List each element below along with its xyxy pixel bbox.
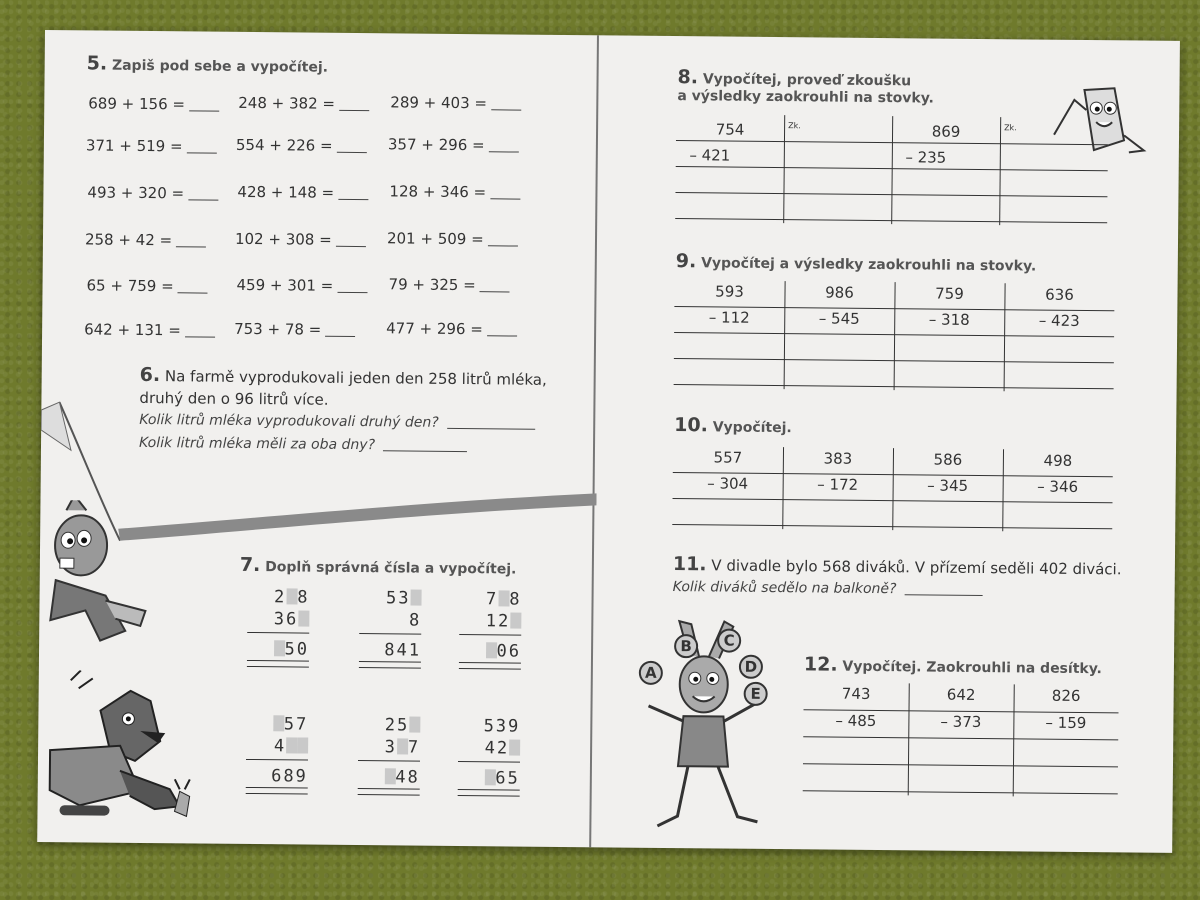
ex12-title: Vypočítej. Zaokrouhli na desítky. xyxy=(842,658,1102,678)
ex5-expression: 689 + 156 = xyxy=(88,94,219,113)
ex10-minuend: 498 xyxy=(1043,451,1073,470)
ex11-q-text: Kolik diváků sedělo na balkoně? xyxy=(672,579,897,598)
ex8-heading xyxy=(677,66,911,90)
juggle-letter: B xyxy=(674,634,698,658)
ex11-number: 11. xyxy=(672,553,707,576)
ex5-expression: 642 + 131 = xyxy=(84,320,215,339)
ex10-subtrahend: – 304 xyxy=(707,474,749,493)
ex10-number: 10. xyxy=(674,414,709,437)
ex5-answer-line[interactable] xyxy=(489,150,519,152)
ex7-missing-digit-box[interactable] xyxy=(273,640,284,656)
ex7-addend: 53 xyxy=(359,588,421,609)
ex7-addend: 36 xyxy=(247,609,309,630)
juggle-letter: A xyxy=(639,661,663,685)
ex10-minuend: 557 xyxy=(713,448,743,467)
ex7-double-line xyxy=(359,661,421,669)
ex5-expression: 102 + 308 = xyxy=(235,230,366,249)
ex6-text1: Na farmě vyprodukovali jeden den 258 litrů mléka, xyxy=(164,367,547,389)
ex8-check-label: Zk. xyxy=(1004,123,1017,133)
ex5-answer-line[interactable] xyxy=(487,334,517,336)
ex12-minuend: 642 xyxy=(946,685,976,704)
ex5-answer-line[interactable] xyxy=(490,197,520,199)
ex7-addend: 57 xyxy=(246,714,308,735)
ex7-addend: 25 xyxy=(358,715,420,736)
ex7-sum-line xyxy=(459,634,521,636)
ex7-columns xyxy=(45,30,1180,41)
ex7-addend: 12 xyxy=(459,611,521,632)
ex9-subtrahend: – 545 xyxy=(818,309,860,328)
ex7-addend: 4 xyxy=(246,736,308,757)
ex7-sum-line xyxy=(358,760,420,762)
ex12-subtrahend: – 159 xyxy=(1045,713,1087,733)
ex9-subtrahend: – 423 xyxy=(1038,311,1080,330)
ex7-sum-line xyxy=(246,759,308,761)
ex11-text: V divadle bylo 568 diváků. V přízemí seděli 402 diváci. xyxy=(711,556,1122,579)
ex12-number: 12. xyxy=(803,653,838,676)
ex7-missing-digit-box[interactable] xyxy=(286,588,297,604)
ex7-missing-digit-box[interactable] xyxy=(384,768,395,784)
ex7-double-line xyxy=(459,662,521,670)
ex5-expression: 201 + 509 = xyxy=(387,229,518,248)
ex11-answer-line[interactable] xyxy=(905,593,983,596)
ex5-expression: 554 + 226 = xyxy=(236,136,367,155)
worksheet-page xyxy=(37,30,1180,853)
ex12-subtrahend: – 485 xyxy=(835,711,877,731)
juggling-rabbit-illustration xyxy=(627,616,779,837)
ex9-title: Vypočítej a výsledky zaokrouhli na stovky. xyxy=(701,255,1037,275)
rabbit-illustration xyxy=(45,500,166,651)
ex10-minuend: 383 xyxy=(823,449,853,468)
ex9-subtrahend: – 318 xyxy=(928,310,970,329)
wolf-illustration xyxy=(39,670,221,832)
ex7-sum-line xyxy=(359,633,421,635)
ex10-title: Vypočítej. xyxy=(712,419,792,437)
ex7-addend: 7 8 xyxy=(485,589,522,610)
ex7-double-line xyxy=(246,787,308,795)
ex11-question xyxy=(673,579,983,598)
ex5-answer-line[interactable] xyxy=(337,291,367,293)
ex10-heading xyxy=(674,414,792,437)
ex11-line1 xyxy=(673,553,1122,579)
ex6-line2: druhý den o 96 litrů více. xyxy=(139,388,329,409)
ex5-expression: 128 + 346 = xyxy=(389,182,520,201)
ex7-sum-line xyxy=(458,761,520,763)
ex5-answer-line[interactable] xyxy=(185,335,215,337)
ex12-table xyxy=(45,30,1180,41)
ex7-missing-digit-box[interactable] xyxy=(286,737,297,753)
ex6-number: 6. xyxy=(139,363,161,387)
ex10-subtrahend: – 346 xyxy=(1037,477,1079,496)
ex5-expression: 357 + 296 = xyxy=(388,135,519,154)
ex7-result: 50 xyxy=(247,639,309,660)
ex5-expression: 371 + 519 = xyxy=(86,136,217,155)
ex6-line1 xyxy=(140,364,547,390)
ex8-minuend: 754 xyxy=(715,120,745,139)
ex5-answer-line[interactable] xyxy=(336,245,366,247)
juggle-letter: D xyxy=(739,655,763,679)
ex5-answer-line[interactable] xyxy=(325,335,355,337)
ex9-minuend: 986 xyxy=(825,283,854,302)
ex5-answer-line[interactable] xyxy=(337,151,367,153)
ex5-answer-line[interactable] xyxy=(488,244,518,246)
ex7-addend: 2 8 xyxy=(273,587,310,608)
ex7-result: 841 xyxy=(384,640,422,661)
ex9-minuend: 759 xyxy=(935,284,964,303)
ex5-answer-line[interactable] xyxy=(188,198,218,200)
ex5-expression: 753 + 78 = xyxy=(234,320,355,339)
ex9-minuend: 636 xyxy=(1045,285,1074,304)
ex9-minuend: 593 xyxy=(715,282,744,301)
ex8-minuend: 869 xyxy=(931,122,961,141)
ex7-number: 7. xyxy=(239,553,261,577)
ex7-missing-digit-box[interactable] xyxy=(484,769,495,785)
juggle-letter: E xyxy=(744,682,768,706)
ex7-missing-digit-box[interactable] xyxy=(273,715,284,731)
ex12-minuend: 743 xyxy=(841,684,871,703)
ex5-answer-line[interactable] xyxy=(178,291,208,293)
ex5-expression: 428 + 148 = xyxy=(237,183,368,202)
ex10-minuend: 586 xyxy=(933,450,963,469)
ex9-subtrahend: – 112 xyxy=(708,308,750,327)
ex6-q2-text: Kolik litrů mléka měli za oba dny? xyxy=(138,434,376,454)
ex10-subtrahend: – 172 xyxy=(817,475,859,494)
ex12-row-line xyxy=(803,736,1118,740)
ex7-title: Doplň správná čísla a vypočítej. xyxy=(265,559,517,578)
ex5-expression: 79 + 325 = xyxy=(388,275,509,294)
ex5-title: Zapiš pod sebe a vypočítej. xyxy=(111,57,329,76)
ex7-missing-digit-box[interactable] xyxy=(298,610,309,626)
ex10-table xyxy=(45,30,1180,41)
juggle-letter: C xyxy=(717,628,741,652)
ex5-expression: 289 + 403 = xyxy=(390,93,521,112)
ex8-subtrahend: – 421 xyxy=(689,146,731,165)
ex7-double-line xyxy=(358,788,420,796)
ex5-answer-line[interactable] xyxy=(176,245,206,247)
ex5-heading xyxy=(87,52,329,76)
ex5-number: 5. xyxy=(86,52,108,75)
ex8-title2: a výsledky zaokrouhli na stovky. xyxy=(677,88,934,107)
ex5-answer-line[interactable] xyxy=(480,290,510,292)
ex7-result: 689 xyxy=(271,766,308,787)
ex6-q1-text: Kolik litrů mléka vyprodukovali druhý den? xyxy=(139,411,439,431)
ex7-missing-digit-box[interactable] xyxy=(498,590,509,606)
ex12-heading xyxy=(804,653,1102,678)
ex7-sum-line xyxy=(247,632,309,634)
ex7-addend: 3 7 xyxy=(384,737,421,758)
carrot-character-illustration xyxy=(1044,80,1155,161)
ex8-title1: Vypočítej, proveď zkoušku xyxy=(702,71,912,90)
ex7-missing-digit-box[interactable] xyxy=(510,612,521,628)
ex9-table xyxy=(45,30,1180,41)
ex7-result: 48 xyxy=(358,767,420,788)
ex7-missing-digit-box[interactable] xyxy=(410,590,421,606)
ex7-missing-digit-box[interactable] xyxy=(485,642,496,658)
ex8-number: 8. xyxy=(677,66,699,89)
ex5-answer-line[interactable] xyxy=(189,109,219,111)
ex5-expression: 459 + 301 = xyxy=(236,276,367,295)
ex12-row-line xyxy=(803,790,1118,794)
ex7-missing-digit-box[interactable] xyxy=(509,739,520,755)
ex8-check-label: Zk. xyxy=(788,121,801,131)
ex7-addend: 42 xyxy=(458,738,520,759)
ex5-answer-line[interactable] xyxy=(339,109,369,111)
ex7-missing-digit-box[interactable] xyxy=(409,717,420,733)
ex7-double-line xyxy=(247,660,309,668)
juggle-letters xyxy=(45,30,1180,41)
ex10-subtrahend: – 345 xyxy=(927,476,969,495)
ex5-answer-line[interactable] xyxy=(491,108,521,110)
ex7-double-line xyxy=(458,789,520,797)
ex5-expression: 248 + 382 = xyxy=(238,94,369,113)
ex5-expression: 258 + 42 = xyxy=(85,230,206,249)
ex7-addend: 8 xyxy=(409,610,422,631)
ex5-answer-line[interactable] xyxy=(338,198,368,200)
ex5-grid xyxy=(45,30,1180,41)
ex8-table xyxy=(45,30,1180,41)
ex5-expression: 65 + 759 = xyxy=(86,276,207,295)
ex7-missing-digit-box[interactable] xyxy=(297,737,308,753)
ex7-missing-digit-box[interactable] xyxy=(397,738,408,754)
ex5-answer-line[interactable] xyxy=(187,151,217,153)
ex12-subtrahend: – 373 xyxy=(940,712,982,732)
ex12-minuend: 826 xyxy=(1051,686,1081,705)
ex7-heading xyxy=(240,554,517,579)
ex5-expression: 477 + 296 = xyxy=(386,319,517,338)
ex5-expression: 493 + 320 = xyxy=(87,183,218,202)
ex12-row-line xyxy=(803,763,1118,767)
ex9-number: 9. xyxy=(675,250,697,273)
ex7-addend: 539 xyxy=(483,716,521,737)
ex9-heading xyxy=(676,250,1037,275)
ex7-result: 06 xyxy=(459,641,521,662)
ex7-result: 65 xyxy=(458,768,520,789)
ex8-subtrahend: – 235 xyxy=(905,148,947,167)
